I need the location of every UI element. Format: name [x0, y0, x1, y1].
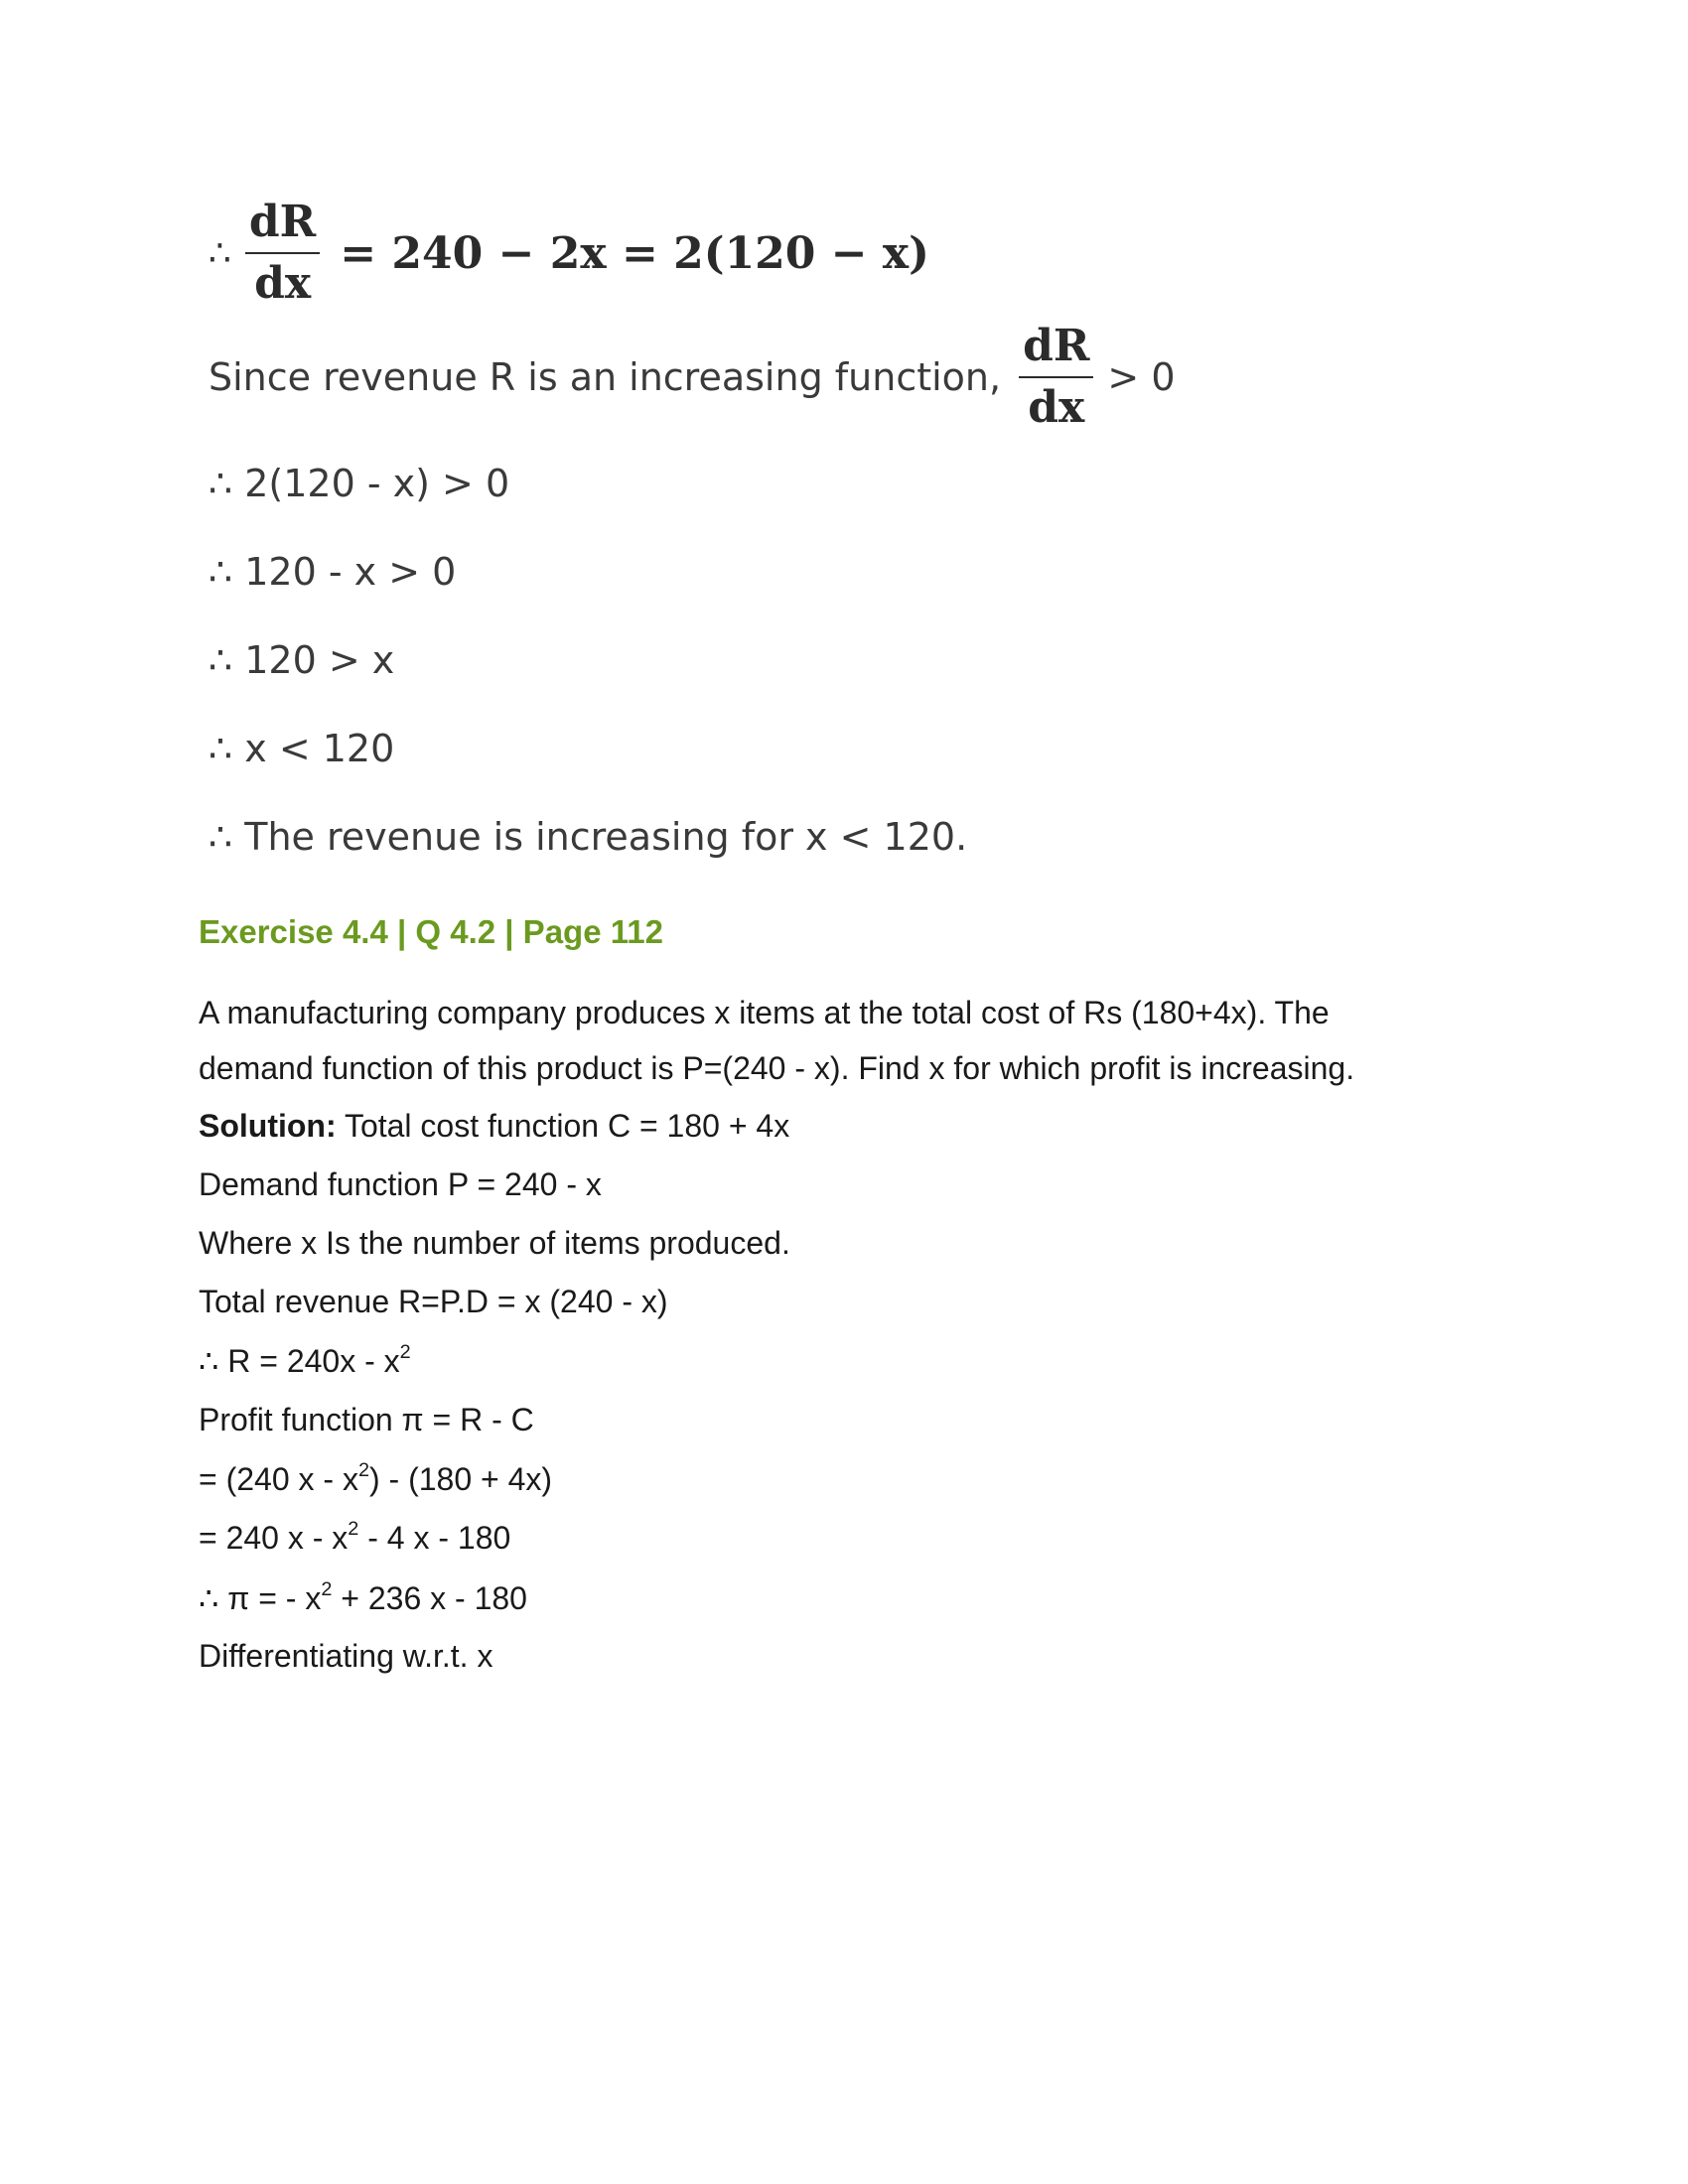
profit-line-3-a: ∴ π = - x: [199, 1580, 322, 1616]
derivative-fraction-2: [1019, 323, 1093, 433]
fraction-denominator-2: dx: [1028, 382, 1085, 434]
profit-line-2: [199, 1520, 510, 1557]
fraction-denominator: dx: [254, 258, 312, 310]
fraction-numerator: dR: [248, 197, 317, 247]
profit-line-3-b: + 236 x - 180: [332, 1580, 527, 1616]
demand-function: Demand function P = 240 - x: [199, 1166, 602, 1202]
profit-function: Profit function π = R - C: [199, 1402, 534, 1437]
profit-line-3: [199, 1579, 527, 1617]
profit-line-1-a: = (240 x - x: [199, 1461, 358, 1497]
equation-rhs: = 240 − 2x = 2(120 − x): [340, 227, 929, 279]
where-line: Where x Is the number of items produced.: [199, 1225, 790, 1261]
profit-line-1-b: ) - (180 + 4x): [368, 1461, 553, 1497]
derivative-fraction: [245, 199, 320, 309]
step-line: ∴ 120 - x > 0: [209, 550, 457, 594]
exponent: 2: [348, 1518, 359, 1541]
condition-text: Since revenue R is an increasing function,: [209, 355, 1002, 400]
profit-line-2-b: - 4 x - 180: [358, 1520, 511, 1556]
solution-line: [199, 1108, 789, 1145]
exponent: 2: [357, 1459, 369, 1482]
therefore-symbol: ∴: [209, 232, 231, 274]
exercise-heading: Exercise 4.4 | Q 4.2 | Page 112: [199, 913, 663, 950]
step-line: ∴ 120 > x: [209, 638, 395, 682]
derivative-equation: [209, 199, 929, 309]
total-revenue: Total revenue R=P.D = x (240 - x): [199, 1284, 668, 1319]
profit-line-2-a: = 240 x - x: [199, 1520, 349, 1556]
step-line: ∴ x < 120: [209, 727, 395, 770]
revenue-equation: [199, 1342, 411, 1380]
exponent: 2: [399, 1341, 411, 1364]
profit-line-1: [199, 1461, 552, 1498]
question-line-1: A manufacturing company produces x items at the total cost of Rs (180+4x). The: [199, 995, 1330, 1030]
fraction-bar-2: [1019, 376, 1093, 378]
exponent: 2: [321, 1578, 333, 1601]
revenue-text: ∴ R = 240x - x: [199, 1343, 400, 1379]
fraction-bar: [245, 252, 320, 254]
condition-rhs: > 0: [1107, 355, 1176, 400]
step-line: ∴ The revenue is increasing for x < 120.: [209, 815, 968, 859]
question-line-2: demand function of this product is P=(240 - x). Find x for which profit is increasing.: [199, 1050, 1355, 1086]
fraction-numerator-2: dR: [1023, 321, 1090, 371]
step-line: ∴ 2(120 - x) > 0: [209, 462, 510, 505]
solution-text: Total cost function C = 180 + 4x: [336, 1108, 790, 1144]
solution-label: Solution:: [199, 1108, 337, 1144]
increasing-condition: [209, 323, 1176, 433]
differentiating-line: Differentiating w.r.t. x: [199, 1638, 493, 1674]
